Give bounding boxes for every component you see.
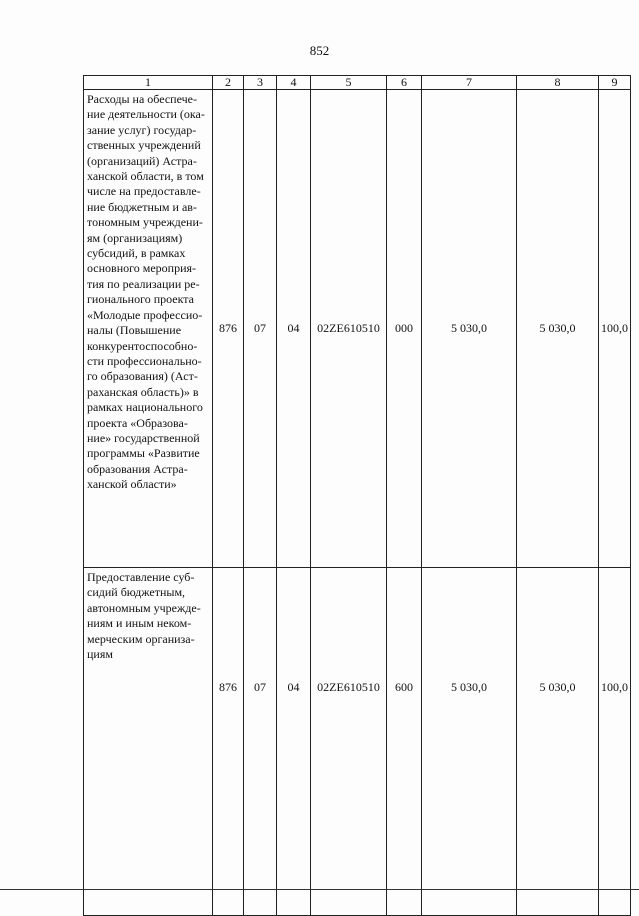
cell-subsection: 04 xyxy=(277,568,311,916)
page-bottom-rule xyxy=(0,889,639,890)
cell-ministry-code: 876 xyxy=(213,568,244,916)
column-header-1: 1 xyxy=(84,76,213,90)
cell-expense-type: 600 xyxy=(387,568,422,916)
cell-section: 07 xyxy=(244,568,277,916)
column-header-3: 3 xyxy=(244,76,277,90)
cell-expense-type: 000 xyxy=(387,90,422,568)
cell-percent: 100,0 xyxy=(599,90,631,568)
row-description xyxy=(84,90,213,568)
cell-section: 07 xyxy=(244,90,277,568)
budget-table xyxy=(83,75,631,916)
cell-target-article: 02ZE610510 xyxy=(311,90,387,568)
cell-actual-amount: 5 030,0 xyxy=(517,90,599,568)
column-header-5: 5 xyxy=(311,76,387,90)
cell-plan-amount: 5 030,0 xyxy=(422,568,517,916)
column-header-6: 6 xyxy=(387,76,422,90)
page-number: 852 xyxy=(309,43,330,58)
column-header-4: 4 xyxy=(277,76,311,90)
cell-percent: 100,0 xyxy=(599,568,631,916)
column-header-8: 8 xyxy=(517,76,599,90)
row-description-text: Расходы на обеспече- ние деятельности (ока- зание услуг) государ- ственных учреждений (организаций) Астра- ханской области, в том числе на предоставле- ние бюджетным и ав- тономным учреждени- ям (организациям) субсидий, в рамках основного мероприя- тия по реализации ре- гионального проекта «Молодые профессио- налы (Повышение конкурентоспособно- сти профессионально- го образования) (Аст- раханская область)» в рамках национального проекта «Образова- ние» государственной программы «Развитие образования Астра- ханской области» xyxy=(87,92,205,492)
table-row xyxy=(84,568,631,916)
row-description xyxy=(84,568,213,916)
column-header-9: 9 xyxy=(599,76,631,90)
cell-plan-amount: 5 030,0 xyxy=(422,90,517,568)
table-row xyxy=(84,90,631,568)
table-header-row xyxy=(84,76,631,90)
column-header-7: 7 xyxy=(422,76,517,90)
column-header-2: 2 xyxy=(213,76,244,90)
cell-ministry-code: 876 xyxy=(213,90,244,568)
cell-target-article: 02ZE610510 xyxy=(311,568,387,916)
row-description-text: Предоставление суб- сидий бюджетным, автономным учрежде- ниям и иным неком- мерческим организа- циям xyxy=(87,570,201,662)
cell-actual-amount: 5 030,0 xyxy=(517,568,599,916)
cell-subsection: 04 xyxy=(277,90,311,568)
